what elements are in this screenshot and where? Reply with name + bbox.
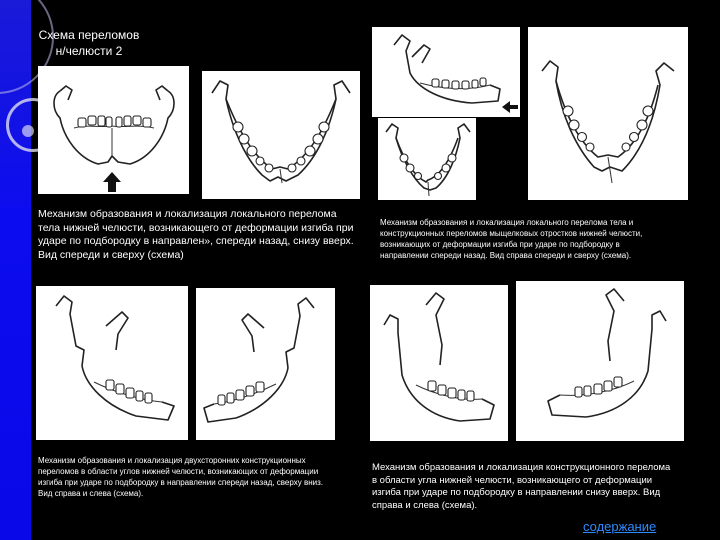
figure-side-view-arrow [372,27,520,117]
mandible-top-view-icon [528,27,688,200]
mandible-side-view-icon [372,27,520,117]
figure-angle-up-left [516,281,684,441]
figure-angle-right [36,286,188,440]
figure-top-view-condyles [378,118,476,200]
figure-angle-left [196,288,335,440]
figure-front-view [38,66,189,194]
slide-title: Схема переломов н/челюсти 2 [38,28,140,58]
caption-top-right: Механизм образования и локализация локального перелома тела и конструкционных переломов мыщелковых отростков нижней челюсти, возникающих от деформации изгиба при ударе по подбородку в направлении спереди назад. Вид справа спереди и сверху (схема). [380,218,643,260]
figure-broken-arch [528,27,688,200]
mandible-top-view-icon [202,71,360,199]
mandible-side-view-icon [36,286,188,440]
mandible-side-view-icon [196,288,335,440]
caption-bottom-left: Механизм образования и локализация двухсторонних конструкционных переломов в области углов нижней челюсти, возникающих от деформации изгиба при ударе по подбородку в направлении спереди назад, сверху вниз. Вид справа и слева (схема). [38,456,323,498]
figure-angle-up-right [370,285,508,441]
mandible-side-view-icon [370,285,508,441]
caption-top-left: Механизм образования и локализация локального перелома тела нижней челюсти, возникающего от деформации изгиба при ударе по подбородку в направлен», спереди назад, снизу вверх. Вид спереди и сверху (схема) [38,208,354,261]
mandible-top-view-icon [378,118,476,200]
mandible-side-view-icon [516,281,684,441]
mandible-front-view-icon [38,66,189,194]
contents-link[interactable]: содержание [583,519,657,534]
caption-bottom-right: Механизм образования и локализация конструкционного перелома в области угла нижней челюсти, возникающего от деформации изгиба при ударе по подбородку в направлении снизу вверх. Вид справа и слева (схема). [372,462,671,511]
figure-top-view [202,71,360,199]
decorative-dot [22,125,34,137]
